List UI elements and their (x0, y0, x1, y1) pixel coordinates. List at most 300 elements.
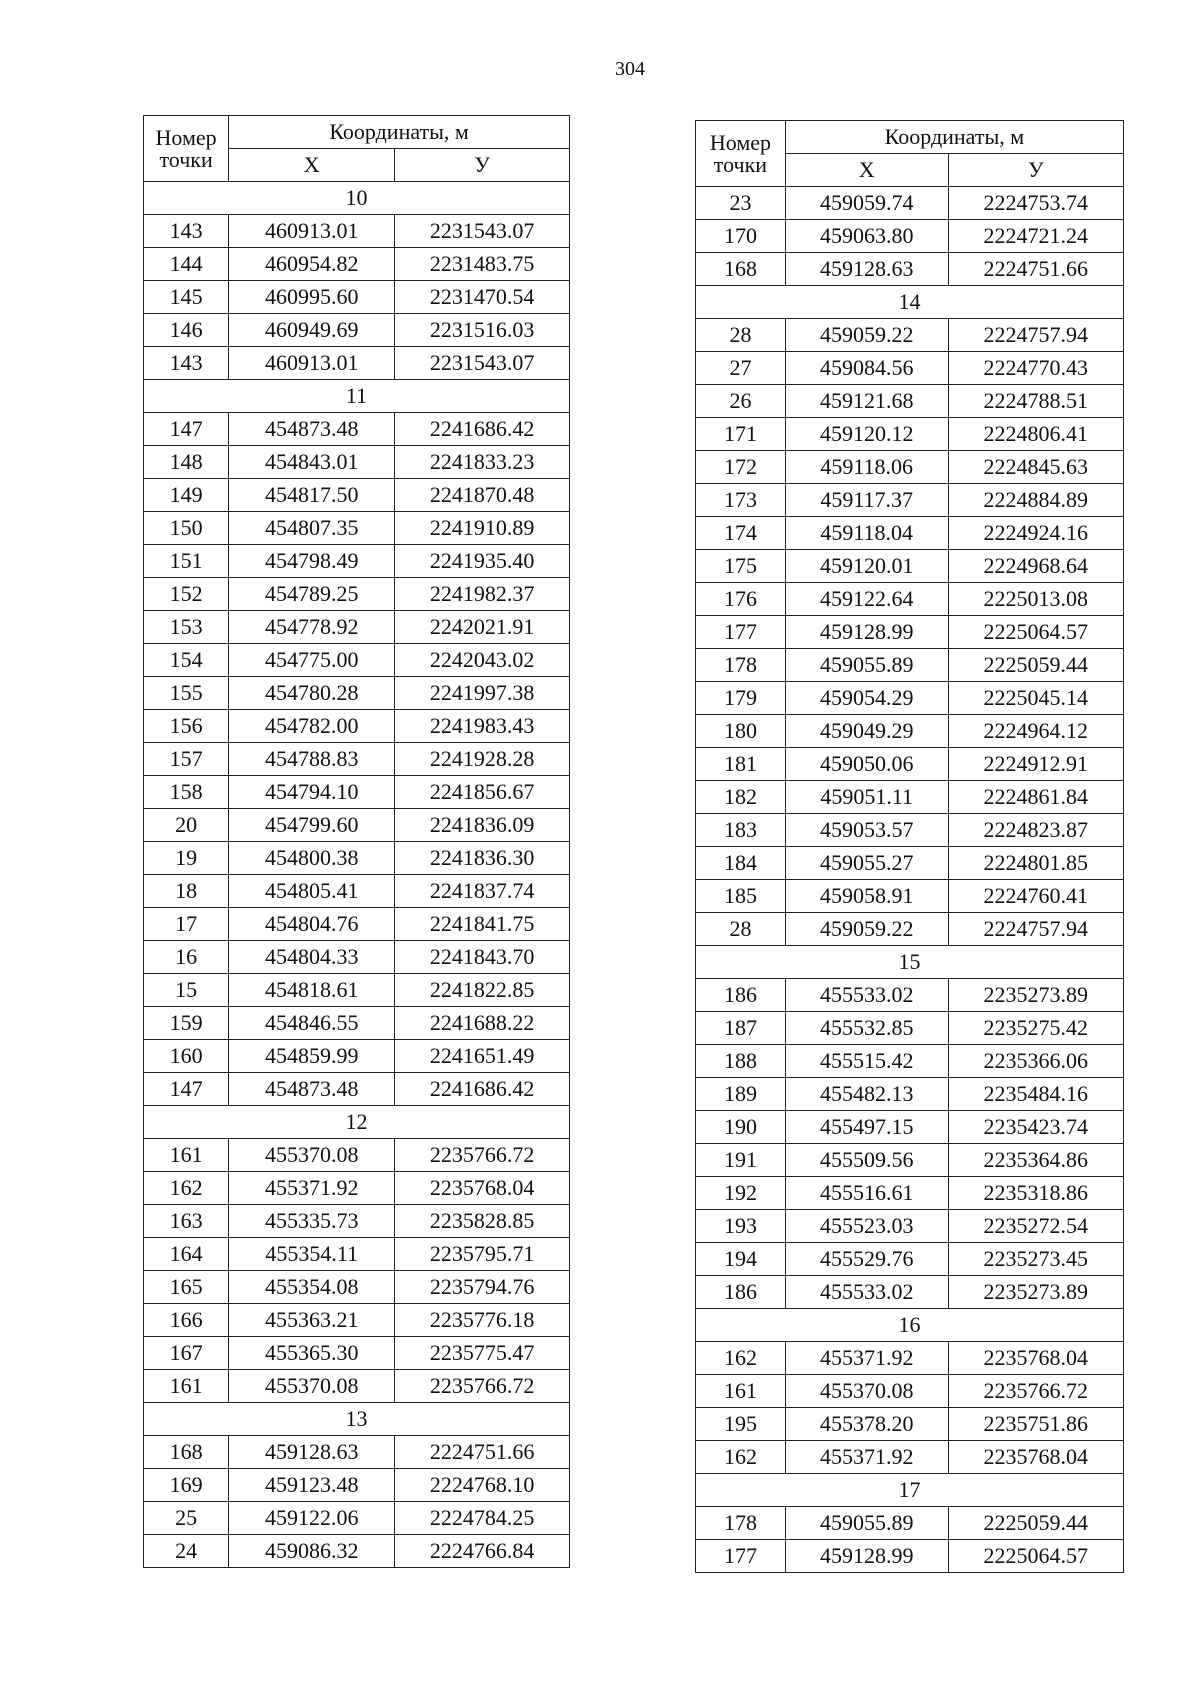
table-row (144, 644, 570, 677)
table-row (144, 809, 570, 842)
y-coordinate-cell: 2224757.94 (948, 913, 1124, 946)
point-number-cell: 146 (144, 314, 229, 347)
x-coordinate-cell: 454782.00 (229, 710, 395, 743)
group-row (696, 946, 1124, 979)
x-coordinate-cell: 459128.63 (229, 1436, 395, 1469)
x-coordinate-cell: 459050.06 (785, 748, 948, 781)
y-coordinate-cell: 2224823.87 (948, 814, 1124, 847)
group-number: 10 (144, 182, 570, 215)
y-coordinate-cell: 2235751.86 (948, 1408, 1124, 1441)
point-number-cell: 175 (696, 550, 786, 583)
point-number-cell: 178 (696, 1507, 786, 1540)
table-row (696, 1078, 1124, 1111)
x-coordinate-cell: 459121.68 (785, 385, 948, 418)
table-row (144, 875, 570, 908)
y-coordinate-cell: 2235275.42 (948, 1012, 1124, 1045)
table-row (144, 512, 570, 545)
y-coordinate-cell: 2225059.44 (948, 1507, 1124, 1540)
x-coordinate-cell: 459128.63 (785, 253, 948, 286)
point-number-cell: 174 (696, 517, 786, 550)
point-number-cell: 151 (144, 545, 229, 578)
point-number-cell: 183 (696, 814, 786, 847)
y-coordinate-cell: 2231483.75 (395, 248, 570, 281)
point-number-header-line-2: точки (713, 151, 768, 177)
y-coordinate-cell: 2224760.41 (948, 880, 1124, 913)
table-row (144, 1271, 570, 1304)
point-number-cell: 166 (144, 1304, 229, 1337)
y-coordinate-cell: 2231543.07 (395, 215, 570, 248)
table-row (696, 583, 1124, 616)
point-number-cell: 150 (144, 512, 229, 545)
point-number-cell: 181 (696, 748, 786, 781)
point-number-cell: 149 (144, 479, 229, 512)
y-coordinate-cell: 2235273.89 (948, 979, 1124, 1012)
point-number-cell: 16 (144, 941, 229, 974)
y-coordinate-cell: 2224845.63 (948, 451, 1124, 484)
table-row (144, 578, 570, 611)
point-number-cell: 143 (144, 215, 229, 248)
x-coordinate-cell: 459122.06 (229, 1502, 395, 1535)
y-coordinate-cell: 2231543.07 (395, 347, 570, 380)
point-number-cell: 169 (144, 1469, 229, 1502)
x-coordinate-cell: 455497.15 (785, 1111, 948, 1144)
x-coordinate-cell: 459117.37 (785, 484, 948, 517)
table-row (144, 1073, 570, 1106)
point-number-cell: 173 (696, 484, 786, 517)
y-coordinate-cell: 2235768.04 (948, 1441, 1124, 1474)
y-coordinate-cell: 2224751.66 (395, 1436, 570, 1469)
x-header: Х (785, 154, 948, 187)
x-coordinate-cell: 460913.01 (229, 347, 395, 380)
table-row (696, 1210, 1124, 1243)
table-row (144, 413, 570, 446)
table-row (696, 319, 1124, 352)
point-number-header-line-1: Номер (709, 129, 772, 155)
point-number-header-line-2: точки (159, 146, 213, 172)
table-row (696, 649, 1124, 682)
table-row (144, 1238, 570, 1271)
x-coordinate-cell: 455370.08 (229, 1139, 395, 1172)
point-number-cell: 143 (144, 347, 229, 380)
point-number-cell: 168 (696, 253, 786, 286)
y-coordinate-cell: 2224766.84 (395, 1535, 570, 1568)
y-coordinate-cell: 2235366.06 (948, 1045, 1124, 1078)
x-coordinate-cell: 454805.41 (229, 875, 395, 908)
y-coordinate-cell: 2235272.54 (948, 1210, 1124, 1243)
y-coordinate-cell: 2235776.18 (395, 1304, 570, 1337)
table-row (144, 1370, 570, 1403)
x-coordinate-cell: 455482.13 (785, 1078, 948, 1111)
x-coordinate-cell: 455515.42 (785, 1045, 948, 1078)
point-number-cell: 188 (696, 1045, 786, 1078)
coordinates-table-left (143, 115, 570, 1568)
y-coordinate-cell: 2241833.23 (395, 446, 570, 479)
x-coordinate-cell: 455370.08 (785, 1375, 948, 1408)
x-coordinate-cell: 455509.56 (785, 1144, 948, 1177)
table-row (696, 682, 1124, 715)
table-row (696, 814, 1124, 847)
point-number-cell: 161 (696, 1375, 786, 1408)
point-number-cell: 182 (696, 781, 786, 814)
group-number: 13 (144, 1403, 570, 1436)
table-row (144, 1436, 570, 1469)
x-coordinate-cell: 455335.73 (229, 1205, 395, 1238)
point-number-cell: 156 (144, 710, 229, 743)
x-coordinate-cell: 454843.01 (229, 446, 395, 479)
point-number-cell: 172 (696, 451, 786, 484)
point-number-cell: 154 (144, 644, 229, 677)
y-coordinate-cell: 2241983.43 (395, 710, 570, 743)
point-number-cell: 168 (144, 1436, 229, 1469)
x-coordinate-cell: 454775.00 (229, 644, 395, 677)
table-row (696, 1507, 1124, 1540)
point-number-cell: 24 (144, 1535, 229, 1568)
x-coordinate-cell: 459123.48 (229, 1469, 395, 1502)
table-row (696, 451, 1124, 484)
x-coordinate-cell: 455532.85 (785, 1012, 948, 1045)
table-row (144, 710, 570, 743)
y-coordinate-cell: 2225045.14 (948, 682, 1124, 715)
table-row (144, 1007, 570, 1040)
point-number-cell: 155 (144, 677, 229, 710)
point-number-cell: 20 (144, 809, 229, 842)
page-number: 304 (615, 58, 645, 80)
x-coordinate-cell: 455371.92 (785, 1342, 948, 1375)
coordinates-header: Координаты, м (785, 121, 1123, 154)
x-coordinate-cell: 459059.22 (785, 913, 948, 946)
x-coordinate-cell: 454789.25 (229, 578, 395, 611)
x-coordinate-cell: 460913.01 (229, 215, 395, 248)
table-row (144, 1304, 570, 1337)
table-row (696, 187, 1124, 220)
x-coordinate-cell: 459063.80 (785, 220, 948, 253)
table-row (144, 842, 570, 875)
x-coordinate-cell: 459059.74 (785, 187, 948, 220)
group-number: 14 (696, 286, 1124, 319)
x-coordinate-cell: 455354.11 (229, 1238, 395, 1271)
y-coordinate-cell: 2241935.40 (395, 545, 570, 578)
table-row (696, 979, 1124, 1012)
x-coordinate-cell: 459054.29 (785, 682, 948, 715)
x-coordinate-cell: 455529.76 (785, 1243, 948, 1276)
group-number: 11 (144, 380, 570, 413)
y-coordinate-cell: 2241688.22 (395, 1007, 570, 1040)
coordinates-header: Координаты, м (229, 116, 570, 149)
x-coordinate-cell: 455523.03 (785, 1210, 948, 1243)
y-coordinate-cell: 2224751.66 (948, 253, 1124, 286)
x-coordinate-cell: 455516.61 (785, 1177, 948, 1210)
x-coordinate-cell: 454799.60 (229, 809, 395, 842)
table-row (696, 1012, 1124, 1045)
x-coordinate-cell: 454818.61 (229, 974, 395, 1007)
y-coordinate-cell: 2235828.85 (395, 1205, 570, 1238)
point-number-cell: 25 (144, 1502, 229, 1535)
point-number-cell: 153 (144, 611, 229, 644)
table-row (696, 913, 1124, 946)
table-row (696, 517, 1124, 550)
y-coordinate-cell: 2235766.72 (395, 1370, 570, 1403)
table-row (696, 1111, 1124, 1144)
y-coordinate-cell: 2224788.51 (948, 385, 1124, 418)
table-row (696, 385, 1124, 418)
y-coordinate-cell: 2224753.74 (948, 187, 1124, 220)
table-row (696, 1243, 1124, 1276)
y-header: У (395, 149, 570, 182)
x-coordinate-cell: 455533.02 (785, 979, 948, 1012)
y-coordinate-cell: 2225059.44 (948, 649, 1124, 682)
group-number: 15 (696, 946, 1124, 979)
table-row (696, 1540, 1124, 1573)
point-number-cell: 164 (144, 1238, 229, 1271)
point-number-cell: 162 (696, 1441, 786, 1474)
y-coordinate-cell: 2241686.42 (395, 1073, 570, 1106)
y-coordinate-cell: 2225064.57 (948, 1540, 1124, 1573)
table-row (696, 1177, 1124, 1210)
y-coordinate-cell: 2235768.04 (948, 1342, 1124, 1375)
table-row (696, 253, 1124, 286)
point-number-cell: 177 (696, 616, 786, 649)
table-row (144, 776, 570, 809)
x-coordinate-cell: 455354.08 (229, 1271, 395, 1304)
point-number-cell: 152 (144, 578, 229, 611)
y-coordinate-cell: 2235775.47 (395, 1337, 570, 1370)
coordinates-table-right (695, 120, 1124, 1573)
y-coordinate-cell: 2235768.04 (395, 1172, 570, 1205)
table-row (696, 1441, 1124, 1474)
y-coordinate-cell: 2224964.12 (948, 715, 1124, 748)
table-row (144, 1502, 570, 1535)
y-coordinate-cell: 2242043.02 (395, 644, 570, 677)
y-coordinate-cell: 2224768.10 (395, 1469, 570, 1502)
table-row (696, 220, 1124, 253)
x-coordinate-cell: 459055.89 (785, 649, 948, 682)
point-number-cell: 192 (696, 1177, 786, 1210)
table-row (696, 616, 1124, 649)
point-number-cell: 161 (144, 1139, 229, 1172)
point-number-cell: 187 (696, 1012, 786, 1045)
y-coordinate-cell: 2224806.41 (948, 418, 1124, 451)
y-coordinate-cell: 2241651.49 (395, 1040, 570, 1073)
x-coordinate-cell: 455378.20 (785, 1408, 948, 1441)
y-coordinate-cell: 2235273.89 (948, 1276, 1124, 1309)
table-row (144, 677, 570, 710)
point-number-cell: 23 (696, 187, 786, 220)
x-coordinate-cell: 459120.01 (785, 550, 948, 583)
group-row (696, 286, 1124, 319)
point-number-cell: 176 (696, 583, 786, 616)
point-number-cell: 162 (144, 1172, 229, 1205)
group-row (696, 1474, 1124, 1507)
point-number-cell: 193 (696, 1210, 786, 1243)
y-coordinate-cell: 2241837.74 (395, 875, 570, 908)
y-coordinate-cell: 2242021.91 (395, 611, 570, 644)
table-row (696, 352, 1124, 385)
point-number-cell: 148 (144, 446, 229, 479)
group-row (696, 1309, 1124, 1342)
x-coordinate-cell: 459051.11 (785, 781, 948, 814)
point-number-cell: 158 (144, 776, 229, 809)
point-number-header-line-1: Номер (155, 124, 217, 150)
point-number-cell: 194 (696, 1243, 786, 1276)
x-coordinate-cell: 454873.48 (229, 1073, 395, 1106)
y-coordinate-cell: 2241928.28 (395, 743, 570, 776)
x-coordinate-cell: 459059.22 (785, 319, 948, 352)
table-row (144, 347, 570, 380)
x-coordinate-cell: 454778.92 (229, 611, 395, 644)
point-number-cell: 195 (696, 1408, 786, 1441)
point-number-cell: 171 (696, 418, 786, 451)
x-coordinate-cell: 454817.50 (229, 479, 395, 512)
x-coordinate-cell: 459086.32 (229, 1535, 395, 1568)
y-header: У (948, 154, 1124, 187)
point-number-cell: 27 (696, 352, 786, 385)
table-row (696, 1342, 1124, 1375)
point-number-cell: 185 (696, 880, 786, 913)
y-coordinate-cell: 2231516.03 (395, 314, 570, 347)
point-number-cell: 184 (696, 847, 786, 880)
y-coordinate-cell: 2241836.30 (395, 842, 570, 875)
table-row (696, 1144, 1124, 1177)
point-number-header (696, 121, 786, 187)
x-coordinate-cell: 454846.55 (229, 1007, 395, 1040)
point-number-cell: 180 (696, 715, 786, 748)
y-coordinate-cell: 2241843.70 (395, 941, 570, 974)
group-row (144, 1106, 570, 1139)
point-number-cell: 157 (144, 743, 229, 776)
table-row (144, 1205, 570, 1238)
point-number-cell: 17 (144, 908, 229, 941)
x-coordinate-cell: 454804.76 (229, 908, 395, 941)
point-number-cell: 167 (144, 1337, 229, 1370)
point-number-cell: 144 (144, 248, 229, 281)
table-row (144, 248, 570, 281)
point-number-cell: 191 (696, 1144, 786, 1177)
table-row (144, 1469, 570, 1502)
x-coordinate-cell: 455365.30 (229, 1337, 395, 1370)
y-coordinate-cell: 2235766.72 (948, 1375, 1124, 1408)
x-coordinate-cell: 454788.83 (229, 743, 395, 776)
y-coordinate-cell: 2235484.16 (948, 1078, 1124, 1111)
y-coordinate-cell: 2224721.24 (948, 220, 1124, 253)
table-row (144, 479, 570, 512)
point-number-cell: 147 (144, 1073, 229, 1106)
x-coordinate-cell: 459118.06 (785, 451, 948, 484)
point-number-cell: 189 (696, 1078, 786, 1111)
group-number: 12 (144, 1106, 570, 1139)
x-coordinate-cell: 459122.64 (785, 583, 948, 616)
table-row (696, 781, 1124, 814)
x-coordinate-cell: 455370.08 (229, 1370, 395, 1403)
point-number-cell: 186 (696, 1276, 786, 1309)
y-coordinate-cell: 2224912.91 (948, 748, 1124, 781)
table-row (696, 418, 1124, 451)
table-row (144, 974, 570, 1007)
point-number-cell: 160 (144, 1040, 229, 1073)
table-row (144, 1040, 570, 1073)
x-coordinate-cell: 454794.10 (229, 776, 395, 809)
x-coordinate-cell: 459049.29 (785, 715, 948, 748)
group-number: 16 (696, 1309, 1124, 1342)
point-number-cell: 165 (144, 1271, 229, 1304)
point-number-cell: 179 (696, 682, 786, 715)
y-coordinate-cell: 2224924.16 (948, 517, 1124, 550)
x-coordinate-cell: 454804.33 (229, 941, 395, 974)
x-coordinate-cell: 454798.49 (229, 545, 395, 578)
point-number-cell: 163 (144, 1205, 229, 1238)
point-number-cell: 170 (696, 220, 786, 253)
x-coordinate-cell: 454873.48 (229, 413, 395, 446)
y-coordinate-cell: 2241822.85 (395, 974, 570, 1007)
group-row (144, 380, 570, 413)
point-number-cell: 18 (144, 875, 229, 908)
x-coordinate-cell: 459128.99 (785, 616, 948, 649)
y-coordinate-cell: 2241997.38 (395, 677, 570, 710)
table-row (696, 1375, 1124, 1408)
x-coordinate-cell: 455371.92 (785, 1441, 948, 1474)
table-row (144, 215, 570, 248)
point-number-cell: 178 (696, 649, 786, 682)
point-number-cell: 159 (144, 1007, 229, 1040)
table-row (696, 748, 1124, 781)
point-number-cell: 28 (696, 319, 786, 352)
table-row (696, 550, 1124, 583)
y-coordinate-cell: 2235318.86 (948, 1177, 1124, 1210)
y-coordinate-cell: 2235364.86 (948, 1144, 1124, 1177)
y-coordinate-cell: 2241686.42 (395, 413, 570, 446)
x-coordinate-cell: 459058.91 (785, 880, 948, 913)
point-number-cell: 162 (696, 1342, 786, 1375)
group-row (144, 1403, 570, 1436)
group-row (144, 182, 570, 215)
y-coordinate-cell: 2241910.89 (395, 512, 570, 545)
table-row (144, 446, 570, 479)
point-number-cell: 177 (696, 1540, 786, 1573)
x-coordinate-cell: 460949.69 (229, 314, 395, 347)
y-coordinate-cell: 2241982.37 (395, 578, 570, 611)
table-row (144, 314, 570, 347)
point-number-cell: 190 (696, 1111, 786, 1144)
table-row (696, 1408, 1124, 1441)
table-row (144, 1535, 570, 1568)
x-coordinate-cell: 454800.38 (229, 842, 395, 875)
table-row (144, 611, 570, 644)
table-row (144, 1139, 570, 1172)
y-coordinate-cell: 2224861.84 (948, 781, 1124, 814)
y-coordinate-cell: 2224770.43 (948, 352, 1124, 385)
y-coordinate-cell: 2231470.54 (395, 281, 570, 314)
table-row (696, 715, 1124, 748)
table-row (144, 1172, 570, 1205)
point-number-header (144, 116, 229, 182)
table-row (144, 743, 570, 776)
x-header: Х (229, 149, 395, 182)
y-coordinate-cell: 2225064.57 (948, 616, 1124, 649)
x-coordinate-cell: 459118.04 (785, 517, 948, 550)
point-number-cell: 145 (144, 281, 229, 314)
x-coordinate-cell: 460954.82 (229, 248, 395, 281)
x-coordinate-cell: 454807.35 (229, 512, 395, 545)
table-row (144, 545, 570, 578)
x-coordinate-cell: 459055.89 (785, 1507, 948, 1540)
table-row (696, 847, 1124, 880)
point-number-cell: 26 (696, 385, 786, 418)
y-coordinate-cell: 2241836.09 (395, 809, 570, 842)
x-coordinate-cell: 455533.02 (785, 1276, 948, 1309)
point-number-cell: 147 (144, 413, 229, 446)
y-coordinate-cell: 2241856.67 (395, 776, 570, 809)
point-number-cell: 186 (696, 979, 786, 1012)
point-number-cell: 15 (144, 974, 229, 1007)
